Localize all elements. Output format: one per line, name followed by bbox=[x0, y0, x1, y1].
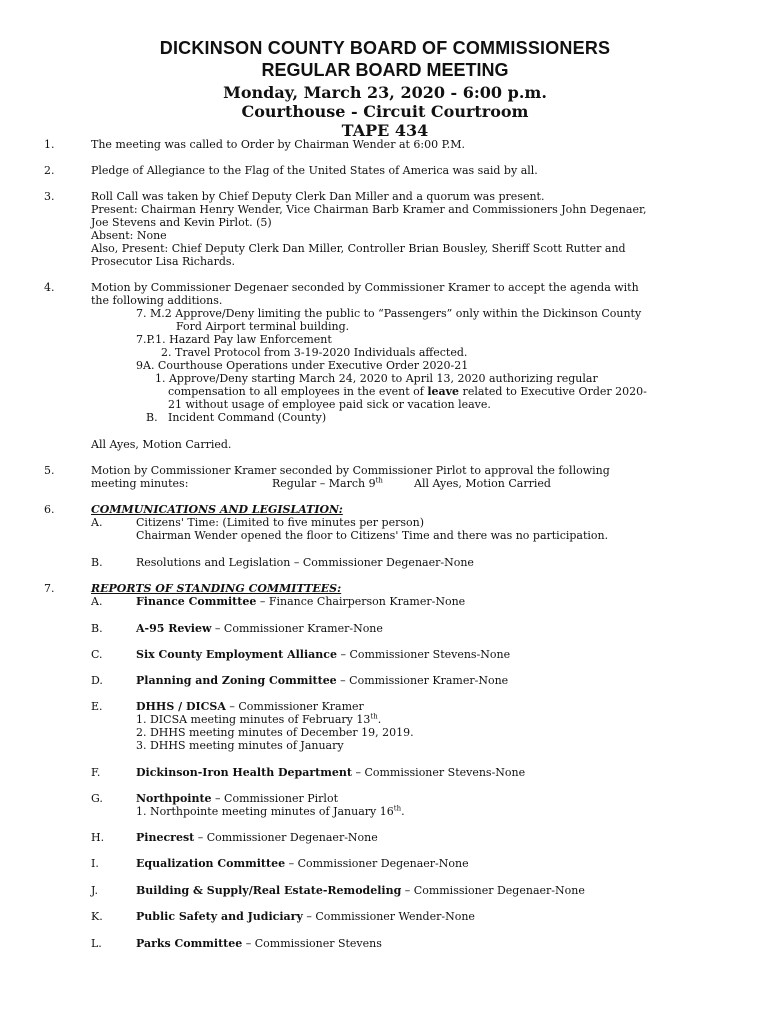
title-meeting-type: REGULAR BOARD MEETING bbox=[261, 60, 509, 80]
sub-label: K. bbox=[91, 910, 103, 923]
minutes-entry: 2. DHHS meeting minutes of December 19, 2019. bbox=[136, 726, 414, 739]
roll-call-present-cont: Joe Stevens and Kevin Pirlot. (5) bbox=[91, 216, 272, 229]
text-part: . bbox=[377, 713, 382, 726]
committee-report bbox=[136, 857, 469, 870]
text-part: compensation to all employees in the event of bbox=[168, 385, 428, 398]
agenda-addition: 7. M.2 Approve/Deny limiting the public to “Passengers” only within the Dickinson County bbox=[136, 307, 642, 320]
committee-name: Equalization Committee bbox=[136, 857, 286, 870]
superscript: th bbox=[370, 712, 378, 721]
agenda-addition: 9A. Courthouse Operations under Executive Order 2020-21 bbox=[136, 359, 469, 372]
committee-report bbox=[136, 622, 383, 635]
text-part: Regular – March 9 bbox=[272, 477, 376, 490]
agenda-addition-label: B. bbox=[146, 411, 158, 424]
agenda-motion-cont: the following additions. bbox=[91, 294, 223, 307]
committee-report bbox=[136, 937, 382, 950]
committee-report bbox=[136, 831, 378, 844]
committee-report bbox=[136, 884, 585, 897]
roll-call-present: Present: Chairman Henry Wender, Vice Chairman Barb Kramer and Commissioners John Degenaer, bbox=[91, 203, 647, 216]
sub-label: G. bbox=[91, 792, 103, 805]
item-1-text: The meeting was called to Order by Chairman Wender at 6:00 P.M. bbox=[91, 138, 466, 151]
text-part: – Commissioner Degenaer-None bbox=[194, 831, 378, 844]
minutes-entry bbox=[136, 805, 405, 818]
committee-report bbox=[136, 910, 475, 923]
minutes-regular bbox=[272, 477, 383, 490]
roll-call-text: Roll Call was taken by Chief Deputy Clerk Dan Miller and a quorum was present. bbox=[91, 190, 545, 203]
text-part: – Commissioner Stevens-None bbox=[336, 648, 511, 661]
item-number: 7. bbox=[44, 582, 55, 595]
section-heading: REPORTS OF STANDING COMMITTEES: bbox=[91, 582, 342, 595]
minutes-motion: Motion by Commissioner Kramer seconded by Commissioner Pirlot to approval the following bbox=[91, 464, 610, 477]
committee-name: A-95 Review bbox=[136, 622, 212, 635]
text-part: – Commissioner Stevens bbox=[242, 937, 382, 950]
item-number: 5. bbox=[44, 464, 55, 477]
text-part: – Commissioner Kramer-None bbox=[211, 622, 383, 635]
title-location: Courthouse - Circuit Courtroom bbox=[241, 102, 529, 121]
motion-result: All Ayes, Motion Carried. bbox=[91, 438, 232, 451]
text-part: 1. DICSA meeting minutes of February 13 bbox=[136, 713, 371, 726]
agenda-addition: 7.P.1. Hazard Pay law Enforcement bbox=[136, 333, 332, 346]
section-heading: COMMUNICATIONS AND LEGISLATION: bbox=[91, 503, 343, 516]
citizens-time-note: Chairman Wender opened the floor to Citizens' Time and there was no participation. bbox=[136, 529, 609, 542]
agenda-addition: Incident Command (County) bbox=[168, 411, 327, 424]
sub-label: E. bbox=[91, 700, 103, 713]
agenda-addition-cont: 21 without usage of employee paid sick or vacation leave. bbox=[168, 398, 491, 411]
text-part: 1. Northpointe meeting minutes of January 16 bbox=[136, 805, 394, 818]
roll-call-also-present: Also, Present: Chief Deputy Clerk Dan Miller, Controller Brian Bousley, Sheriff Scott Rutter and bbox=[91, 242, 626, 255]
committee-name: Planning and Zoning Committee bbox=[136, 674, 337, 687]
roll-call-also-present-cont: Prosecutor Lisa Richards. bbox=[91, 255, 236, 268]
agenda-addition-cont bbox=[168, 385, 647, 398]
item-number: 3. bbox=[44, 190, 55, 203]
sub-label: J. bbox=[91, 884, 99, 897]
text-part: – Commissioner Stevens-None bbox=[351, 766, 526, 779]
minutes-entry bbox=[136, 713, 381, 726]
agenda-addition: 2. Travel Protocol from 3-19-2020 Individuals affected. bbox=[161, 346, 468, 359]
superscript: th bbox=[375, 476, 383, 485]
roll-call-absent: Absent: None bbox=[91, 229, 167, 242]
text-part: – Commissioner Kramer-None bbox=[336, 674, 509, 687]
item-2-text: Pledge of Allegiance to the Flag of the United States of America was said by all. bbox=[91, 164, 538, 177]
committee-name: Parks Committee bbox=[136, 937, 243, 950]
motion-result: All Ayes, Motion Carried bbox=[414, 477, 551, 490]
text-part: . bbox=[401, 805, 405, 818]
text-part: related to Executive Order 2020- bbox=[459, 385, 647, 398]
text-part: – Commissioner Degenaer-None bbox=[401, 884, 585, 897]
minutes-entry: 3. DHHS meeting minutes of January bbox=[136, 739, 344, 752]
item-number: 2. bbox=[44, 164, 55, 177]
committee-name: Finance Committee bbox=[136, 595, 257, 608]
text-part: – Commissioner Degenaer-None bbox=[285, 857, 469, 870]
sub-label: B. bbox=[91, 622, 103, 635]
citizens-time: Citizens' Time: (Limited to five minutes per person) bbox=[136, 516, 425, 529]
committee-name: Public Safety and Judiciary bbox=[136, 910, 303, 923]
agenda-addition-cont: Ford Airport terminal building. bbox=[176, 320, 350, 333]
sub-label: A. bbox=[91, 516, 103, 529]
title-tape: TAPE 434 bbox=[341, 121, 429, 140]
sub-label: B. bbox=[91, 556, 103, 569]
committee-report bbox=[136, 648, 510, 661]
committee-report bbox=[136, 766, 525, 779]
text-part: – Commissioner Wender-None bbox=[302, 910, 475, 923]
agenda-motion: Motion by Commissioner Degenaer seconded by Commissioner Kramer to accept the agenda with bbox=[91, 281, 639, 294]
sub-label: L. bbox=[91, 937, 102, 950]
committee-name: Northpointe bbox=[136, 792, 212, 805]
committee-name: Dickinson-Iron Health Department bbox=[136, 766, 352, 779]
minutes-label: meeting minutes: bbox=[91, 477, 189, 490]
text-part: – Commissioner Kramer bbox=[225, 700, 364, 713]
sub-label: D. bbox=[91, 674, 103, 687]
agenda-addition: 1. Approve/Deny starting March 24, 2020 to April 13, 2020 authorizing regular bbox=[155, 372, 598, 385]
sub-label: C. bbox=[91, 648, 103, 661]
text-part: – Finance Chairperson Kramer-None bbox=[256, 595, 466, 608]
committee-name: DHHS / DICSA bbox=[136, 700, 226, 713]
committee-report bbox=[136, 792, 338, 805]
title-date: Monday, March 23, 2020 - 6:00 p.m. bbox=[223, 83, 547, 102]
sub-label: A. bbox=[91, 595, 103, 608]
title-board: DICKINSON COUNTY BOARD OF COMMISSIONERS bbox=[159, 38, 611, 58]
committee-name: Pinecrest bbox=[136, 831, 195, 844]
text-part: – Commissioner Pirlot bbox=[211, 792, 338, 805]
committee-name: Building & Supply/Real Estate-Remodeling bbox=[136, 884, 402, 897]
committee-report bbox=[136, 700, 364, 713]
item-number: 4. bbox=[44, 281, 55, 294]
item-number: 6. bbox=[44, 503, 55, 516]
sub-label: F. bbox=[91, 766, 101, 779]
committee-name: Six County Employment Alliance bbox=[136, 648, 337, 661]
sub-label: I. bbox=[91, 857, 99, 870]
bold-word: leave bbox=[427, 385, 460, 398]
committee-report bbox=[136, 595, 465, 608]
committee-report bbox=[136, 674, 508, 687]
superscript: th bbox=[393, 804, 402, 813]
item-number: 1. bbox=[44, 138, 55, 151]
resolutions: Resolutions and Legislation – Commissioner Degenaer-None bbox=[136, 556, 474, 569]
sub-label: H. bbox=[91, 831, 105, 844]
